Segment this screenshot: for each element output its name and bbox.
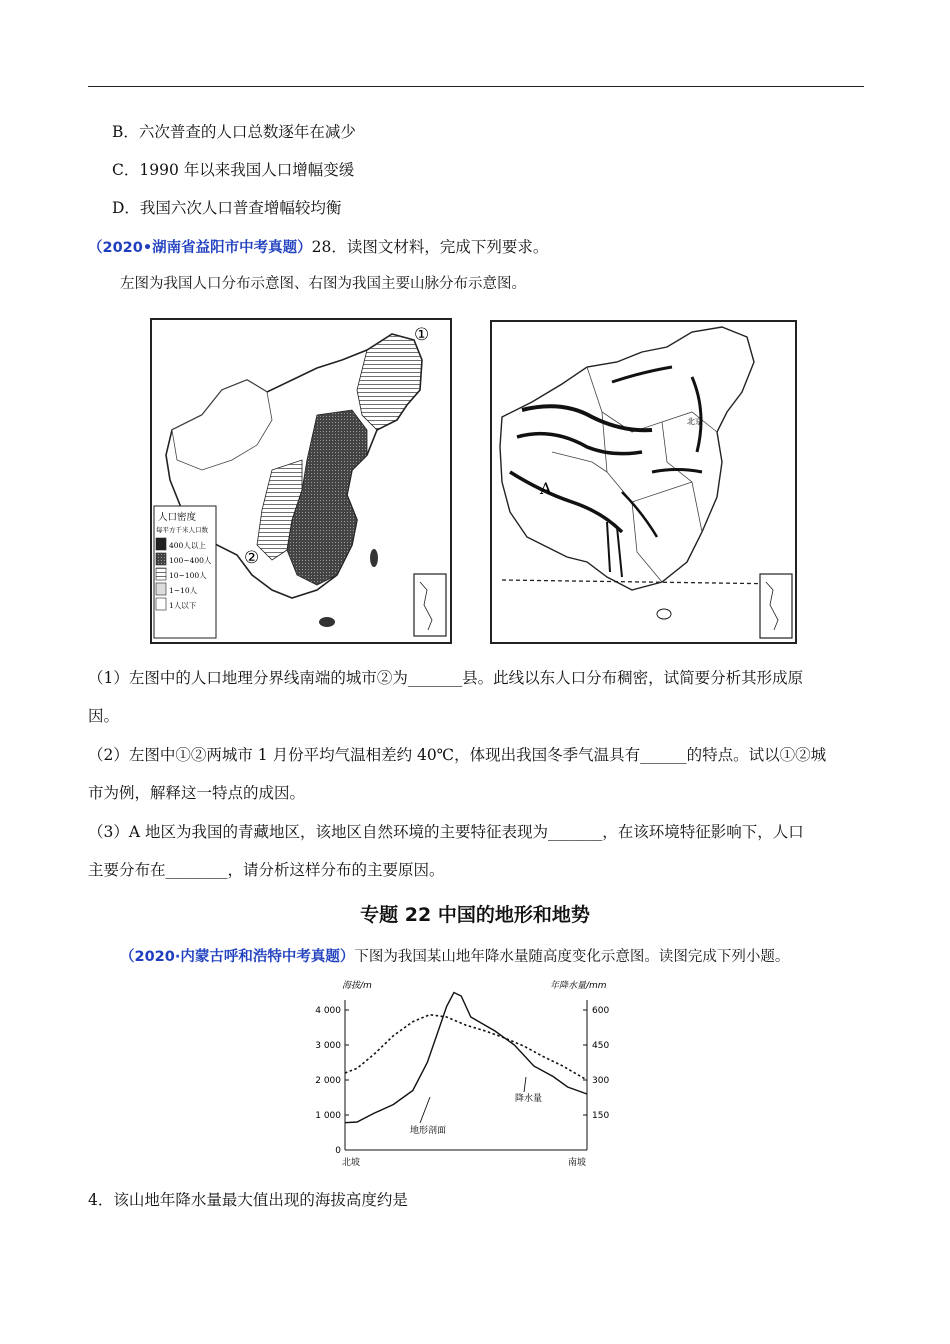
option-d: D．我国六次人口普查增幅较均衡: [112, 199, 342, 217]
label-a: A: [540, 479, 552, 498]
question-4-stem: 下图为我国某山地年降水量随高度变化示意图。读图完成下列小题。: [354, 949, 790, 965]
precipitation-line: [345, 1015, 587, 1080]
marker-2: ②: [244, 548, 260, 568]
chart-ticks-left: [315, 1006, 349, 1156]
chart-label-precip: 降水量: [515, 1094, 543, 1104]
sub-question-1-line1: （1）左图中的人口地理分界线南端的城市②为_______县。此线以东人口分布稠密，试简要分析其形成原: [88, 669, 804, 687]
question-28-source: （2020•湖南省益阳市中考真题）: [88, 240, 312, 256]
mountain-map-graphic: [492, 322, 795, 642]
right-tick-label: 150: [592, 1111, 610, 1121]
sub-question-3-line2: 主要分布在________，请分析这样分布的主要原因。: [88, 861, 445, 879]
sub-question-2-line2: 市为例，解释这一特点的成因。: [88, 784, 306, 802]
population-map: [150, 318, 452, 644]
question-4: 4．该山地年降水量最大值出现的海拔高度约是: [88, 1191, 408, 1209]
option-c: C．1990 年以来我国人口增幅变缓: [112, 161, 355, 179]
question-28-intro: 左图为我国人口分布示意图、右图为我国主要山脉分布示意图。: [120, 276, 526, 292]
section-title: 专题 22 中国的地形和地势: [360, 904, 590, 926]
terrain-profile-line: [345, 993, 587, 1123]
question-28: [88, 237, 548, 258]
chart-xlabel-right: 南坡: [568, 1158, 587, 1168]
chart-ylabel-right: 年降水量/mm: [550, 981, 607, 991]
precipitation-chart: [300, 975, 630, 1170]
terrain-pointer: [420, 1097, 430, 1123]
legend-item-4: 1~10人: [169, 586, 198, 595]
sub-question-1-line2: 因。: [88, 707, 120, 725]
chart-xlabel-left: 北坡: [342, 1158, 361, 1168]
precip-pointer: [524, 1077, 526, 1092]
left-tick-label: 1 000: [315, 1111, 341, 1121]
chart-series: [345, 993, 587, 1123]
left-tick-label: 0: [335, 1146, 341, 1156]
legend-subtitle: 每平方千米人口数: [156, 526, 208, 534]
right-tick-label: 450: [592, 1041, 610, 1051]
legend-item-3: 10~100人: [169, 571, 207, 580]
question-4-intro: [120, 946, 789, 967]
chart-ylabel-left: 海拔/m: [342, 981, 372, 991]
left-tick-label: 4 000: [315, 1006, 341, 1016]
legend-title: 人口密度: [158, 512, 197, 523]
legend-item-2: 100~400人: [169, 556, 212, 565]
left-tick-label: 3 000: [315, 1041, 341, 1051]
right-tick-label: 300: [592, 1076, 610, 1086]
sub-question-2-line1: （2）左图中①②两城市 1 月份平均气温相差约 40℃，体现出我国冬季气温具有______的特点。试以①②城: [88, 746, 827, 764]
option-b: B．六次普查的人口总数逐年在减少: [112, 123, 356, 141]
question-28-stem: 28．读图文材料，完成下列要求。: [311, 238, 549, 256]
sub-question-3-line1: （3）A 地区为我国的青藏地区，该地区自然环境的主要特征表现为_______，在该环境特征影响下，人口: [88, 823, 804, 841]
left-tick-label: 2 000: [315, 1076, 341, 1086]
legend-item-5: 1人以下: [169, 601, 197, 610]
chart-label-terrain: 地形剖面: [410, 1126, 447, 1136]
right-tick-label: 600: [592, 1006, 610, 1016]
chart-svg: [300, 975, 630, 1170]
question-4-source: （2020·内蒙古呼和浩特中考真题）: [120, 949, 355, 965]
marker-1: ①: [414, 325, 430, 345]
label-beijing: 北京: [687, 417, 703, 426]
mountain-map: [490, 320, 797, 644]
header-rule: [88, 86, 864, 87]
population-map-graphic: [152, 320, 450, 642]
legend-item-1: 400人以上: [169, 541, 206, 550]
